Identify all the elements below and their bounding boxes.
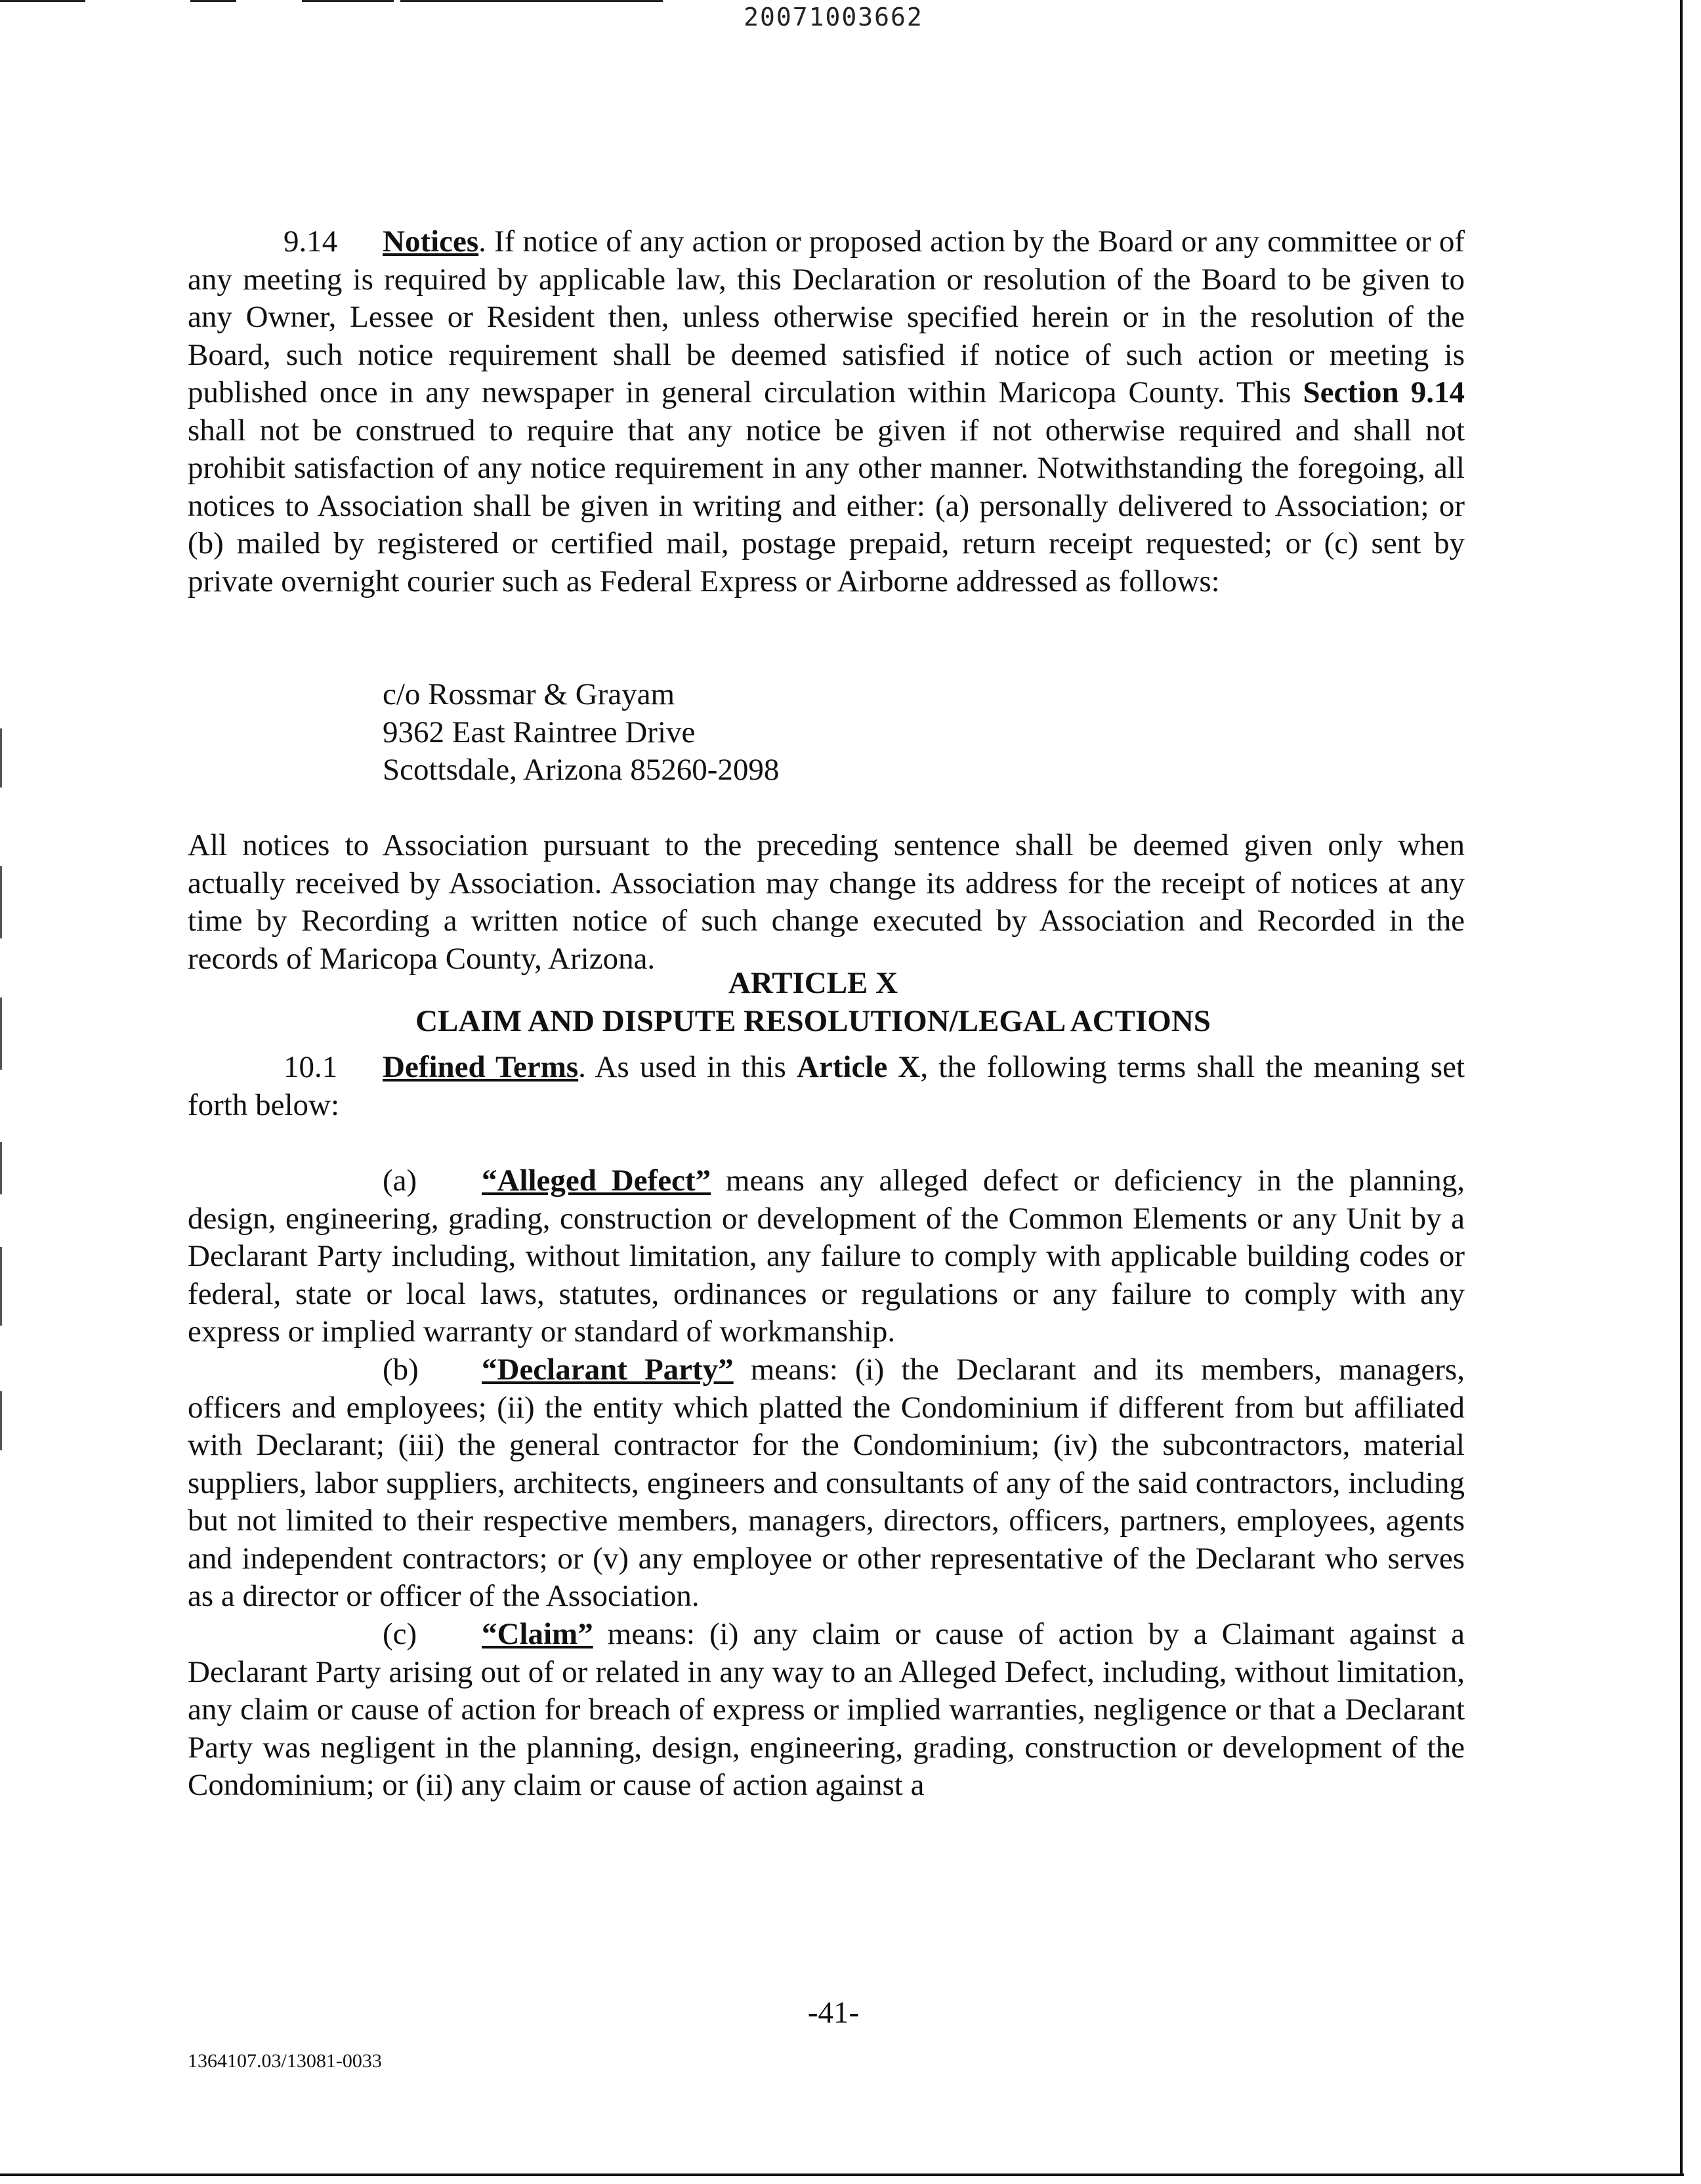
scan-margin-mark	[0, 728, 2, 788]
scan-margin-mark	[0, 1142, 2, 1194]
recording-number: 20071003662	[744, 3, 923, 32]
address-line: Scottsdale, Arizona 85260-2098	[383, 753, 780, 787]
address-line: c/o Rossmar & Grayam	[383, 677, 675, 711]
section-number: 9.14	[284, 224, 338, 259]
scan-top-rule	[302, 0, 394, 2]
definition-alleged-defect	[188, 1162, 1465, 1349]
definition-text: means: (i) the Declarant and its members, managers, officers and employees; (ii) the entity which platted the Condominium if different from but affiliated with Declarant; (iii) the general contractor for the Condominium; (iv) the subcontractors, material suppliers, labor suppliers, architects, engineers and consultants of any of the said contractors, including but not limited to their respective members, managers, directors, officers, partners, employees, agents and independent contractors; or (v) any employee or other representative of the Declarant who serves as a director or officer of the Association.	[188, 1353, 1465, 1613]
definition-text: means: (i) any claim or cause of action by a Claimant against a Declarant Party arising out of or related in any way to an Alleged Defect, including, without limitation, any claim or cause of action for breach of express or implied warranties, negligence or that a Declarant Party was negligent in the planning, design, engineering, grading, construction or development of the Condominium; or (ii) any claim or cause of action against a	[188, 1617, 1465, 1802]
scan-margin-mark	[0, 998, 2, 1070]
scan-margin-mark	[0, 1247, 2, 1326]
section-text: shall not be construed to require that any notice be given if not otherwise required and shall not prohibit satisfaction of any notice requirement in any other manner. Notwithstanding the foregoing, all notices to Association shall be given in writing and either: (a) personally delivered to Association; or (b) mailed by registered or certified mail, postage prepaid, return receipt requested; or (c) sent by private overnight courier such as Federal Express or Airborne addressed as follows:	[188, 413, 1465, 598]
scan-margin-mark	[0, 1391, 2, 1450]
section-reference: Article X	[796, 1050, 921, 1084]
definition-text: means any alleged defect or deficiency in the planning, design, engineering, grading, construction or development of the Common Elements or any Unit by a Declarant Party including, without limitation, any failure to comply with applicable building codes or federal, state or local laws, statutes, ordinances or regulations or any failure to comply with any express or implied warranty or standard of workmanship.	[188, 1164, 1465, 1349]
definition-term: “Claim”	[482, 1617, 593, 1651]
section-title: Notices	[383, 224, 479, 259]
definition-declarant-party	[188, 1351, 1465, 1613]
document-id: 1364107.03/13081-0033	[188, 2050, 382, 2072]
definition-term: “Alleged Defect”	[482, 1164, 711, 1198]
document-body	[188, 223, 1465, 1805]
scan-right-border	[1680, 0, 1683, 2174]
definition-label: (c)	[383, 1617, 417, 1651]
scan-top-rule	[400, 0, 663, 2]
definition-claim	[188, 1616, 1465, 1805]
section-9-14-notices	[188, 223, 1465, 676]
section-10-1-defined-terms	[188, 1049, 1465, 1124]
scan-margin-mark	[0, 866, 2, 938]
section-reference: Section 9.14	[1303, 375, 1465, 410]
address-line: 9362 East Raintree Drive	[383, 715, 696, 749]
article-number: ARTICLE X	[728, 966, 898, 1000]
scan-top-rule	[0, 0, 85, 2]
definition-term: “Declarant Party”	[482, 1353, 734, 1387]
scan-bottom-border	[0, 2174, 1684, 2176]
notices-closing-paragraph: All notices to Association pursuant to the preceding sentence shall be deemed given only when actually received by Association. Association may change its address for the receipt of notices at any time by Recording a written notice of such change executed by Association and Recorded in the records of Maricopa County, Arizona.	[188, 828, 1465, 976]
section-text: . If notice of any action or proposed action by the Board or any committee or of any meeting is required by applicable law, this Declaration or resolution of the Board to be given to any Owner, Lessee or Resident then, unless otherwise specified herein or in the resolution of the Board, such notice requirement shall be deemed satisfied if notice of such action or meeting is published once in any newspaper in general circulation within Maricopa County. This	[188, 224, 1465, 410]
article-title: CLAIM AND DISPUTE RESOLUTION/LEGAL ACTIONS	[415, 1003, 1211, 1038]
section-text: , the following terms shall the meaning set forth below:	[188, 1050, 1465, 1122]
association-address	[383, 676, 1465, 827]
scan-top-rule	[190, 0, 236, 2]
section-number: 10.1	[284, 1050, 338, 1084]
page-number: -41-	[807, 1996, 860, 2030]
section-title: Defined Terms	[383, 1050, 579, 1084]
section-text: . As used in this	[578, 1050, 797, 1084]
definition-label: (b)	[383, 1353, 419, 1387]
definition-label: (a)	[383, 1164, 417, 1198]
